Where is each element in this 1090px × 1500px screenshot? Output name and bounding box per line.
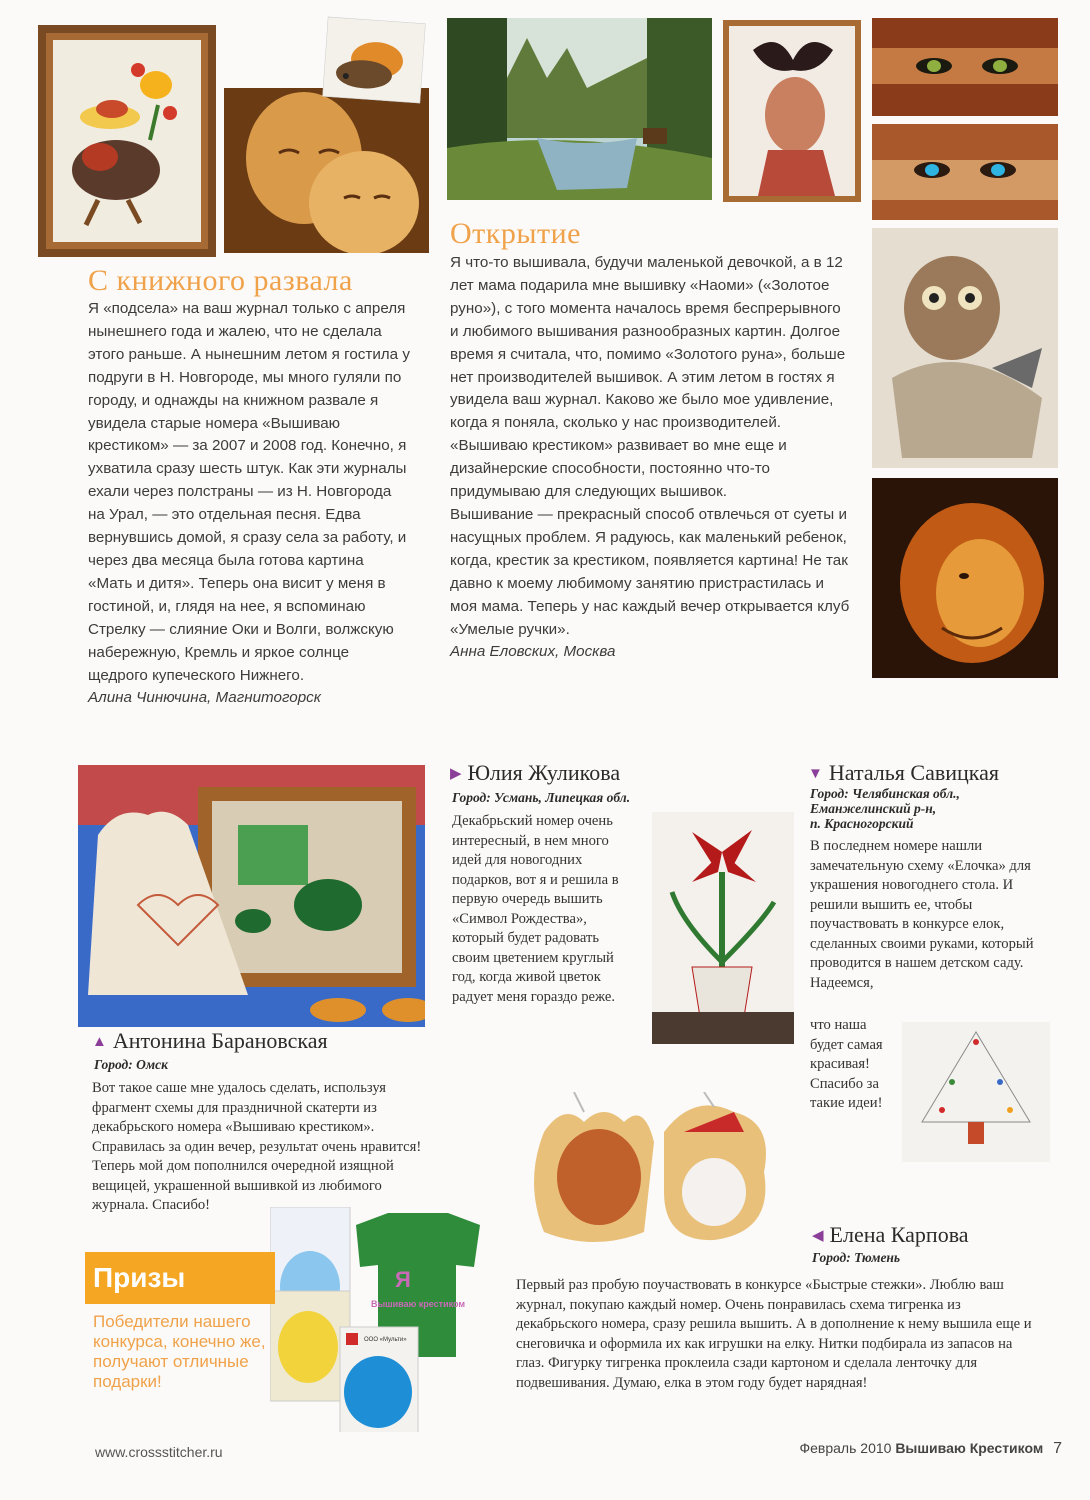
yulia-name xyxy=(450,760,620,786)
triangle-right-icon: ▶ xyxy=(450,766,462,782)
natalya-city-line-2: Еманжелинский р-н, xyxy=(810,801,937,816)
photo-bear-snowman-toys xyxy=(524,1092,786,1252)
footer-brand: Вышиваю Крестиком xyxy=(895,1440,1044,1456)
prizes-title: Призы xyxy=(93,1262,186,1293)
photo-mother-child xyxy=(224,88,429,253)
triangle-up-icon: ▲ xyxy=(92,1034,107,1050)
photo-geisha xyxy=(723,20,861,202)
photo-forest-landscape xyxy=(447,18,712,200)
yulia-text: Декабрьский номер очень интересный, в нем много идей для новогодних подарков, вот я и решила в первую очередь вышить «Символ Рождества», который будет радовать своим цветением круглый год, когда живой цветок радует меня гораздо реже. xyxy=(452,813,619,1005)
antonina-name-text: Антонина Барановская xyxy=(112,1028,328,1053)
tag-label: ООО «Мульти» xyxy=(364,1337,407,1343)
tshirt-print-top: Я xyxy=(395,1267,411,1292)
yulia-city: Город: Усмань, Липецкая обл. xyxy=(452,790,631,805)
footer-url[interactable]: www.crossstitcher.ru xyxy=(95,1444,223,1460)
triangle-left-icon: ◀ xyxy=(812,1228,824,1244)
footer-issue-date: Февраль 2010 xyxy=(799,1440,892,1456)
triangle-down-icon: ▼ xyxy=(808,766,823,782)
section2-signature: Анна Еловских, Москва xyxy=(450,643,616,661)
section2-body xyxy=(450,252,852,664)
elena-city: Город: Тюмень xyxy=(812,1250,901,1265)
prizes-title-bar xyxy=(85,1252,275,1304)
section2-paragraph-1: Я что-то вышивала, будучи маленькой девочкой, а в 12 лет мама подарила мне вышивку «Наоми» («Золотое руно»), с того момента началось время беспрерывного и любимого вышивания разнообразных картин. Долгое время я считала, что, помимо «Золотого руна», больше нет производителей вышивок. А этим летом в гостях я увидела ваш журнал. Каково же было мое удивление, когда я поняла, сколько у нас производителей. xyxy=(450,254,846,432)
natalya-name xyxy=(808,760,999,786)
antonina-name xyxy=(92,1028,328,1054)
section2-paragraph-2: «Вышиваю крестиком» развивает во мне еще и дизайнерские способности, постоянно что-то придумываю для следующих вышивок. xyxy=(450,437,787,501)
photo-tree-christmas xyxy=(902,1022,1050,1162)
photo-bird-embroidery xyxy=(38,25,216,257)
photo-hedgehog xyxy=(322,17,425,104)
photo-sachet-kitchen xyxy=(78,765,425,1027)
antonina-city: Город: Омск xyxy=(94,1057,168,1072)
natalya-city-line-1: Город: Челябинская обл., xyxy=(810,786,960,801)
section1-title: С книжного развала xyxy=(88,264,353,297)
page-number: 7 xyxy=(1053,1440,1062,1457)
tshirt-print-bottom: Вышиваю крестиком xyxy=(370,1299,466,1309)
photo-owl-birds xyxy=(872,228,1058,468)
natalya-city xyxy=(810,786,1055,831)
antonina-text: Вот такое саше мне удалось сделать, используя фрагмент схемы для праздничной скатерти из декабрьского номера «Вышиваю крестиком». Справилась за один вечер, результат очень нравится! Теперь мой дом пополнился очередной изящной вещицей, украшенной вышивкой из любимого журнала. Спасибо! xyxy=(92,1080,422,1213)
footer-issue xyxy=(799,1440,1062,1458)
elena-name-text: Елена Карпова xyxy=(829,1222,969,1247)
section1-body xyxy=(88,298,410,710)
photo-eyes-leopard xyxy=(872,18,1058,116)
photo-eyes-blue xyxy=(872,124,1058,220)
yulia-name-text: Юлия Жуликова xyxy=(467,760,621,785)
natalya-city-line-3: п. Красногорский xyxy=(810,816,914,831)
section1-signature: Алина Чинючина, Магнитогорск xyxy=(88,689,321,707)
section2-paragraph-3: Вышивание — прекрасный способ отвлечься от суеты и насущных проблем. Я радуюсь, как маленький ребенок, когда, крестик за крестиком, появляется картина! Не так давно к моему любимому занятию пристрастилась и моя мама. Теперь у нас каждый вечер открывается клуб «Умелые ручки». xyxy=(450,505,850,638)
photo-prizes xyxy=(270,1207,510,1432)
photo-lion xyxy=(872,478,1058,678)
natalya-name-text: Наталья Савицкая xyxy=(828,760,1000,785)
elena-text: Первый раз пробую поучаствовать в конкурсе «Быстрые стежки». Люблю ваш журнал, покупаю каждый номер. Очень понравилась схема тигренка из декабрьского номера, сразу решила вышить. А в дополнение к нему вышила еще и снеговичка и оформила их как игрушки на елку. Нитки подбирала из запасов на глаз. Фигурку тигренка проклеила сзади картоном и сделала ленточку для подвешивания. Думаю, елка в этом году будет нарядная! xyxy=(516,1277,1032,1391)
elena-name xyxy=(812,1222,969,1248)
natalya-text-narrow: что наша будет самая красивая! Спасибо за такие идеи! xyxy=(810,1017,883,1111)
natalya-text-wide: В последнем номере нашли замечательную схему «Елочка» для украшения новогоднего стола. И решили вышить ее, чтобы поучаствовать в конкурсе елок, сделанных своими руками, который проводится в нашем детском саду. Надеемся, xyxy=(810,838,1034,991)
section1-paragraph: Я «подсела» на ваш журнал только с апреля нынешнего года и жалею, что не сделала этого раньше. А нынешним летом я гостила у подруги в Н. Новгороде, мы много гуляли по городу, и однажды на книжном развале я увидела старые номера «Вышиваю крестиком» — за 2007 и 2008 год. Конечно, я ухватила сразу шесть штук. Как эти журналы ехали через полстраны — из Н. Новгорода на Урал, — это отдельная песня. Едва вернувшись домой, я сразу села за работу, и через два месяца была готова картина «Мать и дитя». Теперь она висит у меня в гостиной, и, глядя на нее, я вспоминаю Стрелку — слияние Оки и Волги, волжскую набережную, Кремль и яркое солнце щедрого купеческого Нижнего. xyxy=(88,300,410,684)
prizes-box xyxy=(85,1240,275,1452)
photo-amaryllis xyxy=(652,812,794,1044)
prizes-text: Победители нашего конкурса, конечно же, получают отличные подарки! xyxy=(93,1312,266,1391)
section2-title: Открытие xyxy=(450,217,581,250)
